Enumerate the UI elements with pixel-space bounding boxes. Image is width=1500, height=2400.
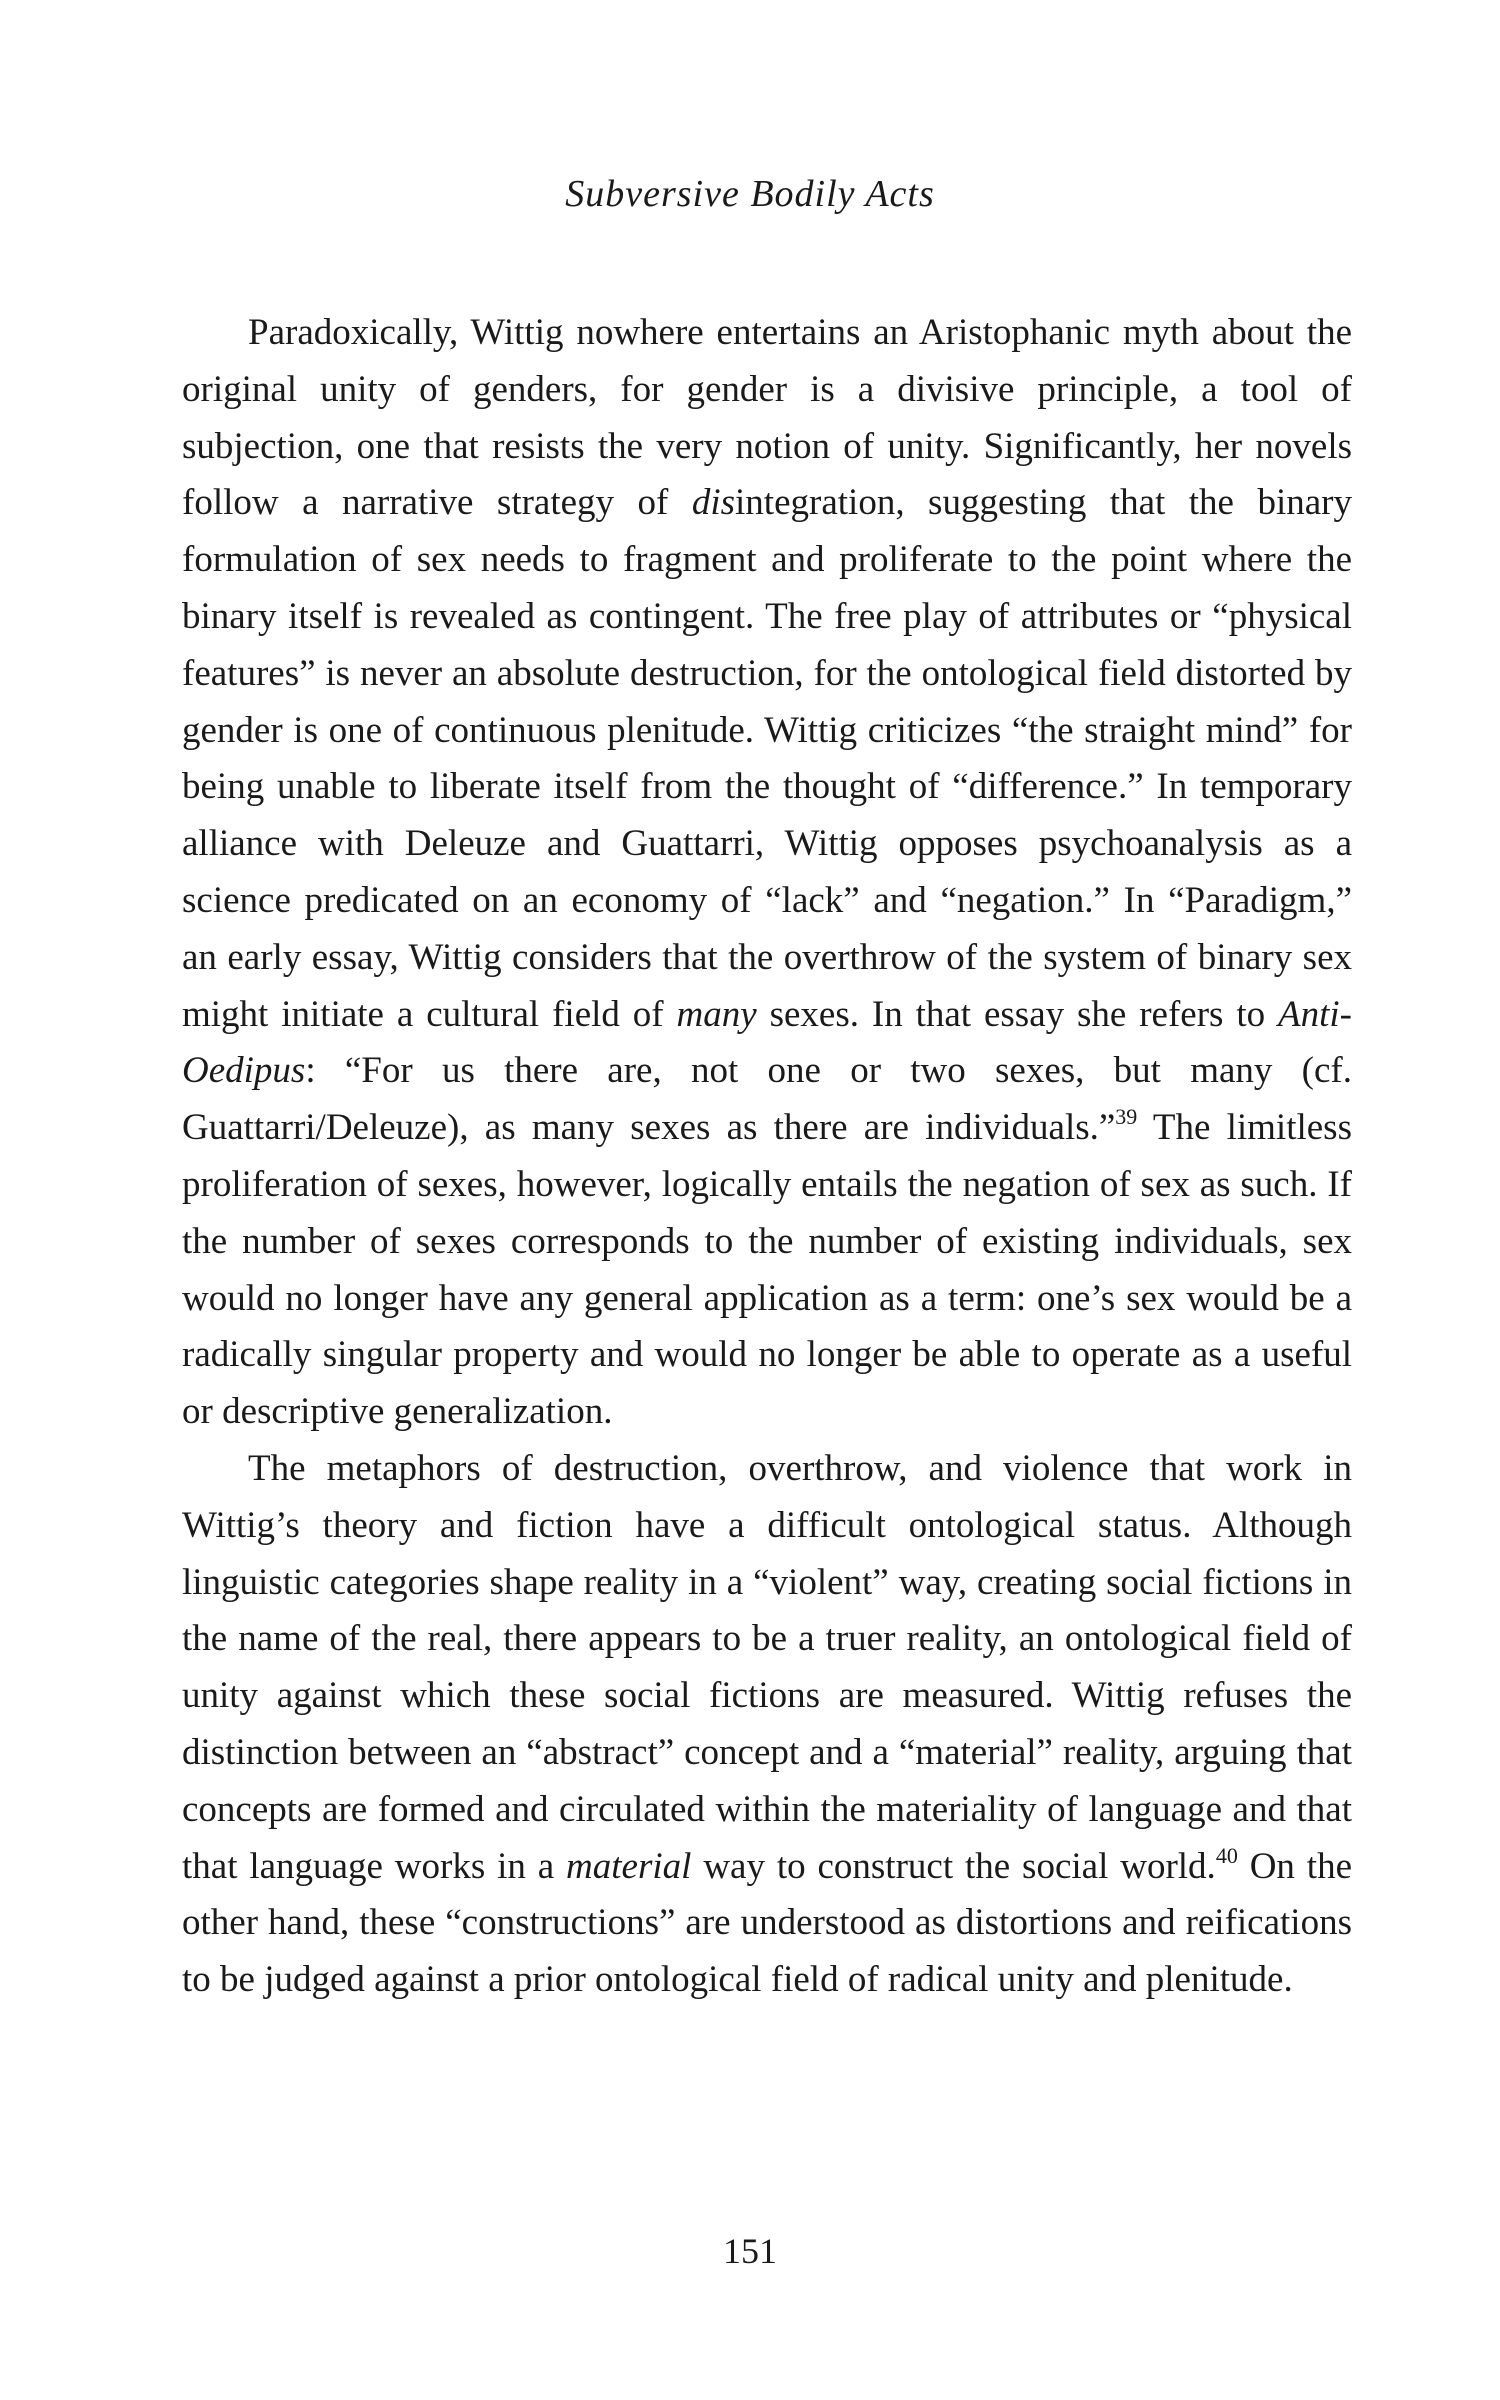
page-number: 151 bbox=[723, 2231, 777, 2271]
paragraph-2 bbox=[182, 1441, 1352, 2009]
body-text bbox=[182, 305, 1352, 2009]
italic-segment: material bbox=[566, 1845, 692, 1887]
text-segment: The metaphors of destruction, overthrow, and violence that work in Wittig’s theory and fiction have a difficult ontological status. Although linguistic categories shape reality in a “violent” way, creating social fictions in the name of the real, there appears to be a truer reality, an ontological field of unity against which these social fictions are measured. Wittig refuses the distinction between an “abstract” concept and a “material” reality, arguing that concepts are formed and circulated within the materiality of language and that that language works in a bbox=[182, 1447, 1352, 1887]
running-head: Subversive Bodily Acts bbox=[565, 173, 935, 215]
text-segment: On the other hand, these “constructions” are understood as distortions and reifications to be judged against a prior ontological field of radical unity and plenitude. bbox=[182, 1845, 1352, 2001]
text-segment: : “For us there are, not one or two sexes, but many (cf. Guattarri/Deleuze), as many sexes as there are individuals.” bbox=[182, 1050, 1352, 1149]
text-segment: sexes. In that essay she refers to bbox=[756, 993, 1279, 1035]
paragraph-1 bbox=[182, 305, 1352, 1441]
text-segment: integration, suggesting that the binary formulation of sex needs to fragment and proliferate to the point where the binary itself is revealed as contingent. The free play of attributes or “physical features” is never an absolute destruction, for the ontological field distorted by gender is one of continuous plenitude. Wittig criticizes “the straight mind” for being unable to liberate itself from the thought of “difference.” In temporary alliance with Deleuze and Guattarri, Wittig opposes psychoanalysis as a science predicated on an economy of “lack” and “negation.” In “Paradigm,” an early essay, Wittig considers that the overthrow of the system of binary sex might initiate a cultural field of bbox=[182, 482, 1352, 1035]
italic-segment: Anti-Oedipus bbox=[182, 993, 1352, 1092]
italic-segment: many bbox=[676, 993, 757, 1035]
text-segment: Paradoxically, Wittig nowhere entertains an Aristophanic myth about the original unity of genders, for gender is a divisive principle, a tool of subjection, one that resists the very notion of unity. Significantly, her novels follow a narrative strategy of bbox=[182, 312, 1352, 524]
footnote-ref-40[interactable]: 40 bbox=[1215, 1842, 1238, 1868]
text-segment: The limitless proliferation of sexes, however, logically entails the negation of sex as such. If the number of sexes corresponds to the number of existing individuals, sex would no longer have any general application as a term: one’s sex would be a radically singular property and would no longer be able to operate as a useful or descriptive generalization. bbox=[182, 1107, 1352, 1433]
italic-segment: dis bbox=[691, 482, 736, 524]
text-segment: way to construct the social world. bbox=[691, 1845, 1216, 1887]
footnote-ref-39[interactable]: 39 bbox=[1115, 1104, 1138, 1130]
